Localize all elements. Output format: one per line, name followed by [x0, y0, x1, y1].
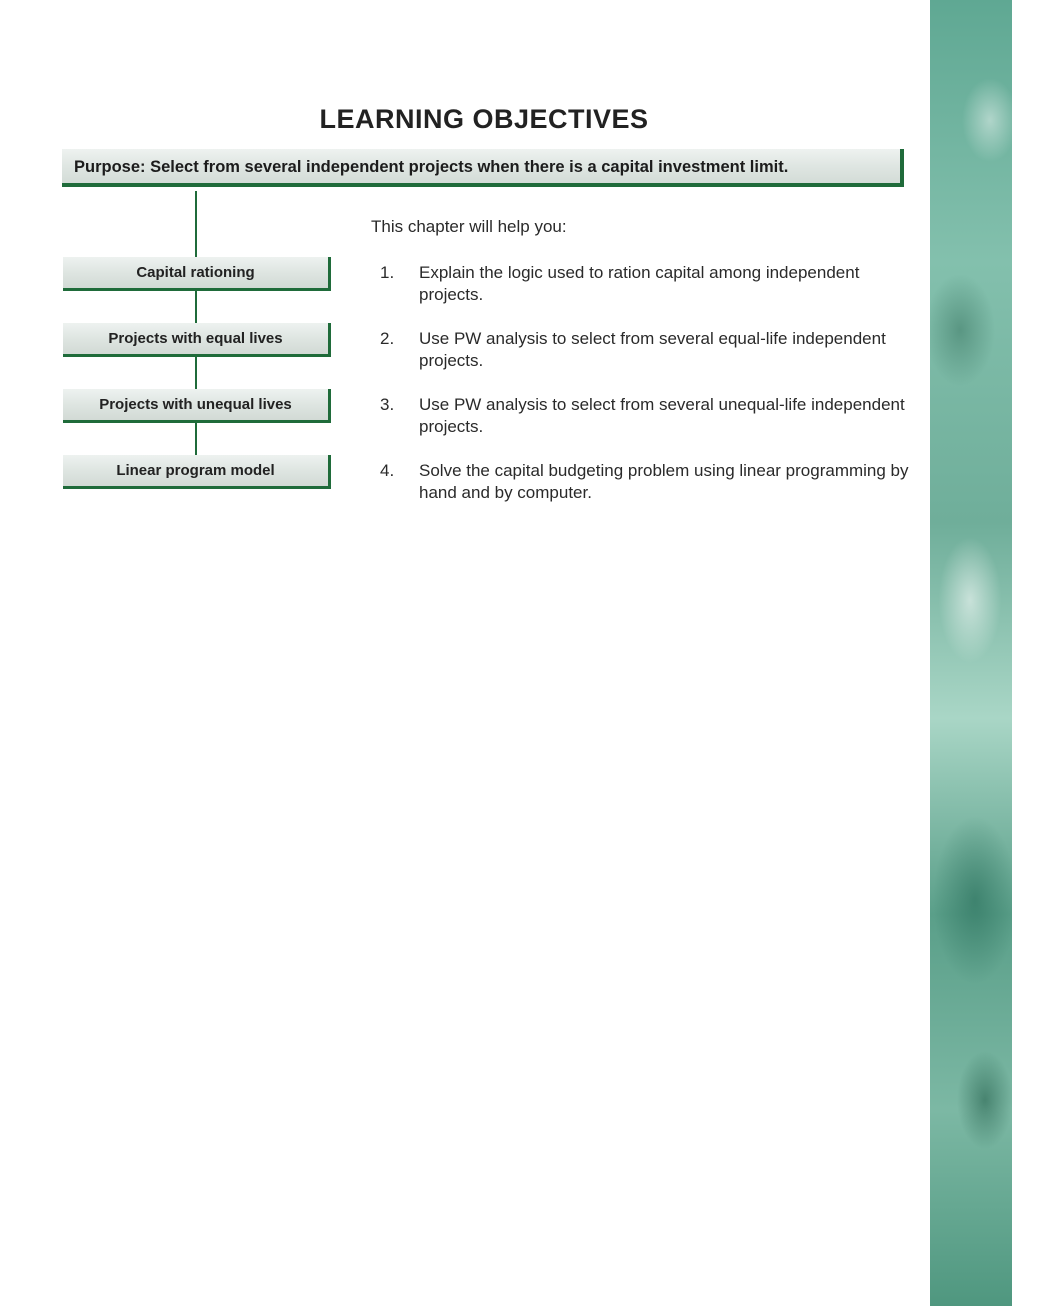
connector-line — [195, 191, 197, 258]
objective-number: 4. — [380, 461, 395, 480]
objective-text: Use PW analysis to select from several equal-life independent projects. — [419, 329, 886, 370]
topic-unequal-lives: Projects with unequal lives — [63, 389, 331, 423]
topic-linear-program: Linear program model — [63, 455, 331, 489]
connector-line — [195, 291, 197, 324]
intro-text: This chapter will help you: — [371, 217, 567, 236]
objective-text: Use PW analysis to select from several unequal-life independent projects. — [419, 395, 905, 436]
connector-line — [195, 423, 197, 456]
purpose-banner — [62, 149, 904, 187]
objective-number: 3. — [380, 395, 395, 414]
objective-number: 1. — [380, 263, 395, 282]
objective-text: Explain the logic used to ration capital among independent projects. — [419, 263, 860, 304]
objective-text: Solve the capital budgeting problem using linear programming by hand and by computer. — [419, 461, 909, 502]
connector-line — [195, 357, 197, 390]
topic-capital-rationing: Capital rationing — [63, 257, 331, 291]
topic-equal-lives: Projects with equal lives — [63, 323, 331, 357]
purpose-text: Purpose: Select from several independent projects when there is a capital investment limit. — [74, 158, 789, 176]
objective-number: 2. — [380, 329, 395, 348]
page-title: LEARNING OBJECTIVES — [319, 104, 649, 134]
decorative-side-photo — [930, 0, 1012, 1306]
